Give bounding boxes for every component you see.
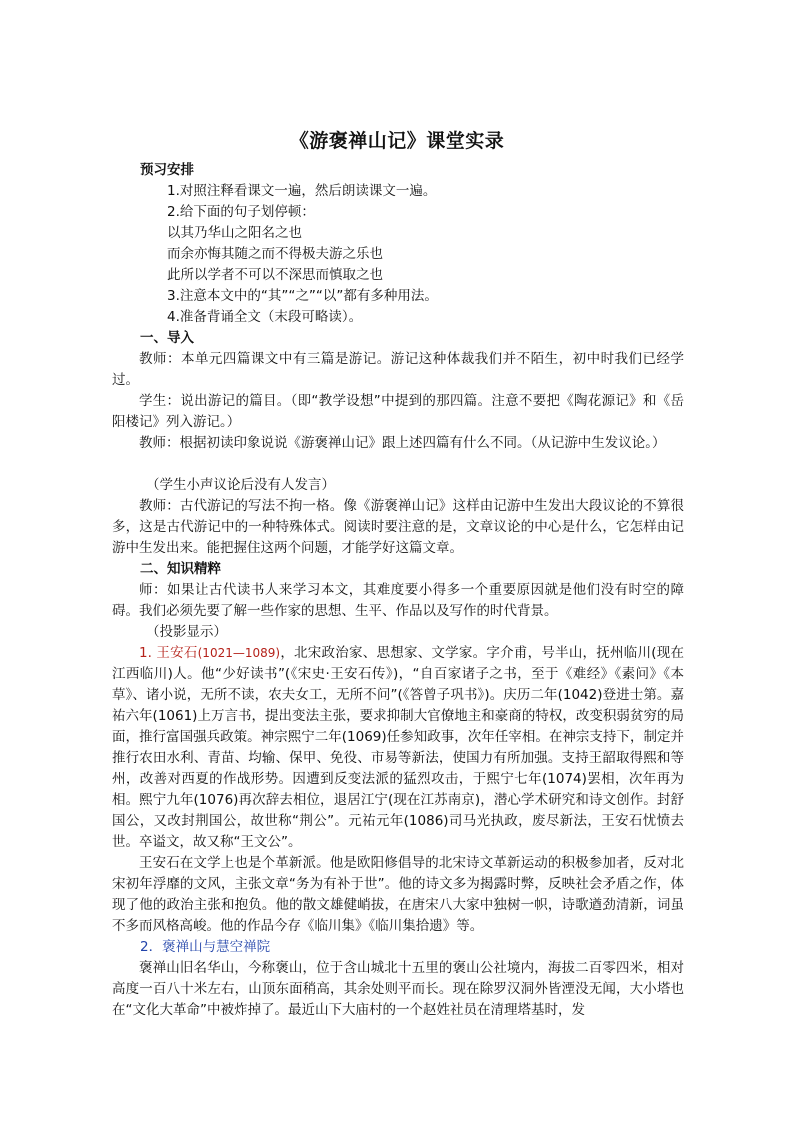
item-1-label: 1. 王安石 bbox=[139, 645, 198, 661]
section-2-heading: 二、知识精粹 bbox=[140, 561, 221, 577]
preview-item-1: 1.对照注释看课文一遍，然后朗读课文一遍。 bbox=[167, 183, 437, 199]
preview-sentence-2: 而余亦悔其随之而不得极夫游之乐也 bbox=[167, 246, 383, 262]
preview-heading: 预习安排 bbox=[140, 162, 194, 178]
preview-sentence-1: 以其乃华山之阳名之也 bbox=[167, 225, 302, 241]
preview-item-4: 4.准备背诵全文（末段可略读）。 bbox=[167, 309, 363, 325]
section-1-paragraph-2: 学生：说出游记的篇目。（即“教学设想”中提到的那四篇。注意不要把《陶花源记》和《岳阳楼记》列入游记。） bbox=[112, 393, 684, 430]
section-2-paragraph-2: （投影显示） bbox=[146, 624, 227, 640]
section-2-item-1 bbox=[112, 643, 684, 853]
section-2-paragraph-4: 褒禅山旧名华山，今称褒山，位于含山城北十五里的褒山公社境内，海拔二百零四米，相对高度一百八十米左右，山顶东面稍高，其余处则平而长。现在除罗汉洞外皆湮没无闻，大小塔也在“文化大革命”中被炸掉了。最近山下大庙村的一个赵姓社员在清理塔基时，发 bbox=[112, 960, 684, 1018]
preview-item-2: 2.给下面的句子划停顿： bbox=[167, 204, 315, 220]
item-1-text: ，北宋政治家、思想家、文学家。字介甫，号半山，抚州临川(现在江西临川)人。他“少好读书”(《宋史·王安石传》)，“自百家诸子之书，至于《难经》《素问》《本草》、诸小说，无所不读，农夫女工，无所不问”(《答曾子巩书》)。庆历二年(1042)登进士第。嘉祐六年(1061)上万言书，提出变法主张，要求抑制大官僚地主和豪商的特权，改变积弱贫穷的局面，推行富国强兵政策。神宗熙宁二年(1069)任参知政事，次年任宰相。在神宗支持下，制定并推行农田水利、青苗、均输、保甲、免役、市易等新法，使国力有所加强。支持王韶取得熙和等州，改善对西夏的作战形势。因遭到反变法派的猛烈攻击，于熙宁七年(1074)罢相，次年再为相。熙宁九年(1076)再次辞去相位，退居江宁(现在江苏南京)，潜心学术研究和诗文创作。封舒国公，又改封荆国公，故世称“荆公”。元祐元年(1086)司马光执政，废尽新法，王安石忧愤去世。卒谥文，故又称“王文公”。 bbox=[112, 645, 684, 850]
section-2-item-2-heading: 2．褒禅山与慧空禅院 bbox=[140, 939, 271, 955]
section-1-paragraph-3: 教师：根据初读印象说说《游褒禅山记》跟上述四篇有什么不同。（从记游中生发议论。） bbox=[139, 435, 666, 451]
section-2-paragraph-3: 王安石在文学上也是个革新派。他是欧阳修倡导的北宋诗文革新运动的积极参加者，反对北宋初年浮靡的文风，主张文章“务为有补于世”。他的诗文多为揭露时弊，反映社会矛盾之作，体现了他的政治主张和抱负。他的散文雄健峭拔，在唐宋八大家中独树一帜，诗歌遒劲清新，词虽不多而风格高峻。他的作品今存《临川集》《临川集拾遗》等。 bbox=[112, 855, 684, 934]
section-1-paragraph-4: （学生小声议论后没有人发言） bbox=[146, 477, 335, 493]
preview-sentence-3: 此所以学者不可以不深思而慎取之也 bbox=[167, 267, 383, 283]
preview-item-3: 3.注意本文中的“其”“之”“以”都有多种用法。 bbox=[167, 288, 438, 304]
section-1-paragraph-5: 教师：古代游记的写法不拘一格。像《游褒禅山记》这样由记游中生发出大段议论的不算很多，这是古代游记中的一种特殊体式。阅读时要注意的是，文章议论的中心是什么，它怎样由记游中生发出来。能把握住这两个问题，才能学好这篇文章。 bbox=[112, 498, 684, 556]
section-1-heading: 一、导入 bbox=[140, 330, 194, 346]
page-title: 《游褒禅山记》课堂实录 bbox=[289, 130, 505, 152]
section-1-paragraph-1: 教师：本单元四篇课文中有三篇是游记。游记这种体裁我们并不陌生，初中时我们已经学过。 bbox=[112, 351, 684, 388]
item-1-years: (1021—1089) bbox=[197, 646, 281, 660]
section-2-paragraph-1: 师：如果让古代读书人来学习本文，其难度要小得多一个重要原因就是他们没有时空的障碍。我们必须先要了解一些作家的思想、生平、作品以及写作的时代背景。 bbox=[112, 582, 684, 619]
